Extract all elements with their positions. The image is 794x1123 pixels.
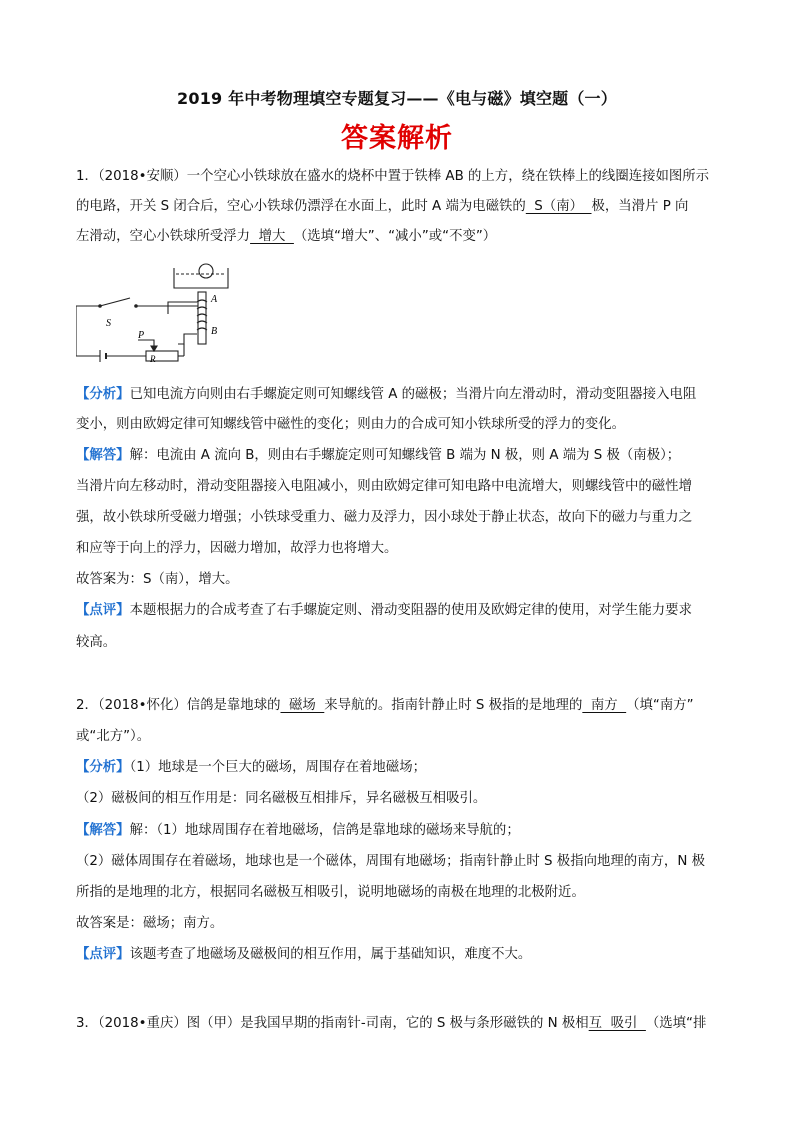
hollow-iron-ball <box>199 264 213 278</box>
slider-p <box>138 340 154 350</box>
q2-answer-line-1: 【解答】解：（1）地球周围存在着地磁场，信鸽是靠地球的磁场来导航的； <box>76 823 520 838</box>
q1-comment-line-1: 【点评】本题根据力的合成考查了右手螺旋定则、滑动变阻器的使用及欧姆定律的使用，对学生能力要求 <box>76 603 692 618</box>
q3-blank-1: 互 吸引 <box>588 1016 646 1031</box>
label-b: B <box>211 326 218 337</box>
q1-blank-2: 增大 <box>250 229 294 244</box>
q1-answer-line-1: 【解答】解：电流由 A 流向 B，则由右手螺旋定则可知螺线管 B 端为 N 极，则 A 端为 S 极（南极）； <box>76 448 681 463</box>
q2-blank-1: 磁场 <box>280 698 325 713</box>
q1-analysis-line-2: 变小，则由欧姆定律可知螺线管中磁性的变化；则由力的合成可知小铁球所受的浮力的变化。 <box>76 417 626 432</box>
q1-analysis-line-1: 【分析】已知电流方向则由右手螺旋定则可知螺线管 A 的磁极；当滑片向左滑动时，滑动变阻器接入电阻 <box>76 387 697 402</box>
switch-lever <box>100 298 130 306</box>
wire-top <box>168 302 197 314</box>
q1-line-1: 1．（2018•安顺）一个空心小铁球放在盛水的烧杯中置于铁棒 AB 的上方，绕在铁棒上的线圈连接如图所示 <box>76 169 710 184</box>
q1-answer-line-2: 当滑片向左移动时，滑动变阻器接入电阻减小，则由欧姆定律可知电路中电流增大，则螺线管中的磁性增 <box>76 479 692 494</box>
analysis-tag: 【分析】 <box>76 387 130 402</box>
q2-line-1: 2．（2018•怀化）信鸽是靠地球的 磁场 来导航的。指南针静止时 S 极指的是地理的 南方 （填“南方” <box>76 698 694 713</box>
q2-answer-line-2: （2）磁体周围存在着磁场，地球也是一个磁体，周围有地磁场；指南针静止时 S 极指向地理的南方，N 极 <box>76 854 705 869</box>
q2-answer-line-3: 所指的是地理的北方，根据同名磁极互相吸引，说明地磁场的南极在地理的北极附近。 <box>76 885 585 900</box>
q1-line-3: 左滑动，空心小铁球所受浮力 增大 （选填“增大”、“减小”或“不变”） <box>76 229 497 244</box>
q1-line-2: 的电路，开关 S 闭合后，空心小铁球仍漂浮在水面上，此时 A 端为电磁铁的 S（南） 极，当滑片 P 向 <box>76 199 689 214</box>
q2-analysis-line-1: 【分析】（1）地球是一个巨大的磁场，周围存在着地磁场； <box>76 760 426 775</box>
answer-tag: 【解答】 <box>76 823 130 838</box>
q2-comment-line-1: 【点评】该题考查了地磁场及磁极间的相互作用，属于基础知识，难度不大。 <box>76 947 532 962</box>
circuit-diagram <box>76 262 236 362</box>
comment-tag: 【点评】 <box>76 947 130 962</box>
q2-line-2: 或“北方”）。 <box>76 729 151 744</box>
q1-blank-1: S（南） <box>525 199 592 214</box>
q1-answer-line-3: 强，故小铁球所受磁力增强；小铁球受重力、磁力及浮力，因小球处于静止状态，故向下的磁力与重力之 <box>76 510 692 525</box>
q2-blank-2: 南方 <box>582 698 627 713</box>
label-p: P <box>138 330 145 341</box>
q2-analysis-line-2: （2）磁极间的相互作用是：同名磁极互相排斥，异名磁极互相吸引。 <box>76 791 487 806</box>
answer-tag: 【解答】 <box>76 448 130 463</box>
wire-coil-bottom <box>178 334 197 344</box>
document-title: 2019 年中考物理填空专题复习——《电与磁》填空题（一） <box>177 89 617 108</box>
analysis-tag: 【分析】 <box>76 760 130 775</box>
label-r: R <box>150 354 156 362</box>
wire-left <box>76 306 100 356</box>
q3-line-1: 3．（2018•重庆）图（甲）是我国早期的指南针-司南，它的 S 极与条形磁铁的 N 极相互 吸引 （选填“排 <box>76 1016 707 1031</box>
q1-final-answer: 故答案为：S（南），增大。 <box>76 572 239 587</box>
label-a: A <box>211 294 218 305</box>
q1-answer-line-4: 和应等于向上的浮力，因磁力增加，故浮力也将增大。 <box>76 541 398 556</box>
answer-analysis-heading: 答案解析 <box>341 123 453 154</box>
q1-comment-line-2: 较高。 <box>76 635 117 650</box>
label-s: S <box>106 318 111 329</box>
q2-final-answer: 故答案是：磁场；南方。 <box>76 916 224 931</box>
comment-tag: 【点评】 <box>76 603 130 618</box>
beaker <box>174 268 228 288</box>
